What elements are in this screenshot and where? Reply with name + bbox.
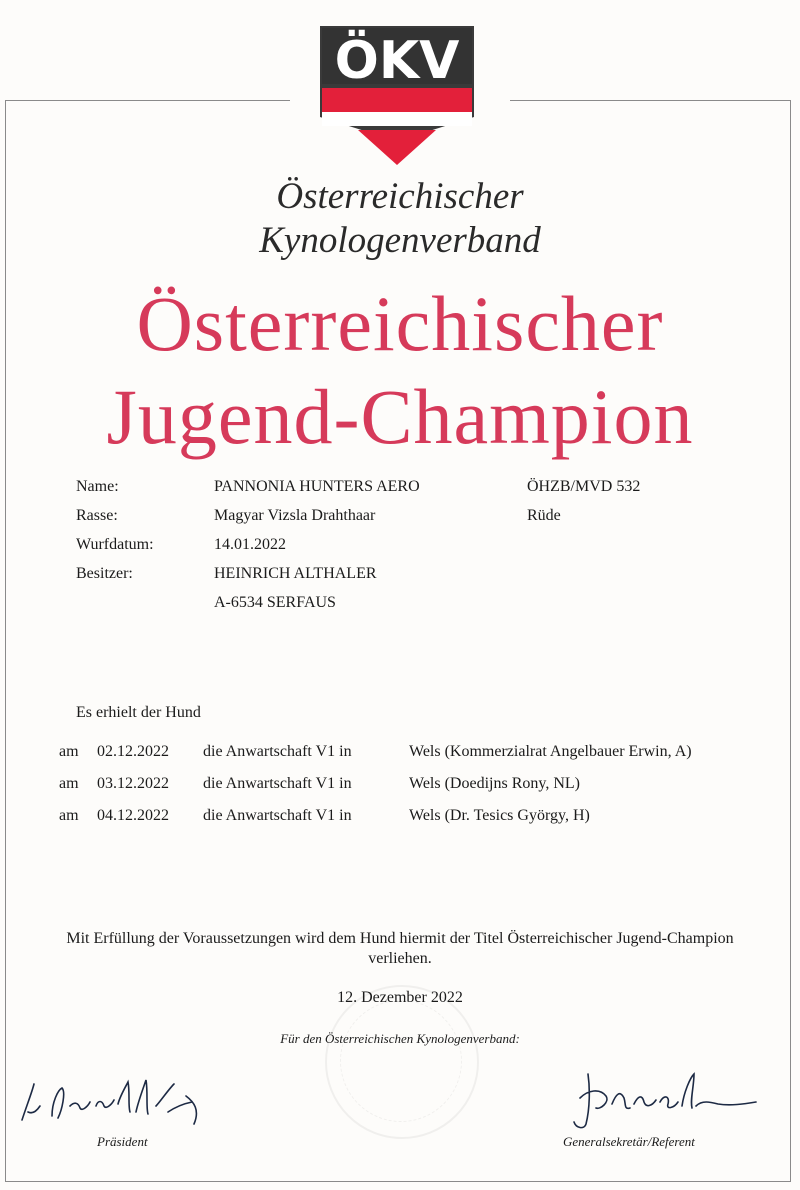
award-row-1-prefix: am (59, 743, 79, 760)
okv-logo (316, 22, 478, 167)
award-row-1-award: die Anwartschaft V1 in (203, 743, 352, 760)
owner-label: Besitzer: (76, 565, 133, 582)
award-row-3-award: die Anwartschaft V1 in (203, 807, 352, 824)
award-row-2-award: die Anwartschaft V1 in (203, 775, 352, 792)
conclusion-line2: verliehen. (368, 950, 432, 967)
owner-address: A-6534 SERFAUS (214, 594, 336, 611)
dog-birth-date: 14.01.2022 (214, 536, 286, 553)
award-row-2-date: 03.12.2022 (97, 775, 169, 792)
secretary-signature (560, 1068, 760, 1132)
frame-top-right-line (510, 100, 791, 101)
owner-name: HEINRICH ALTHALER (214, 565, 377, 582)
logo-text: ÖKV (334, 31, 460, 91)
organization-line2: Kynologenverband (259, 220, 541, 261)
award-row-3-date: 04.12.2022 (97, 807, 169, 824)
title-line1: Österreichischer (136, 280, 664, 367)
award-row-1-date: 02.12.2022 (97, 743, 169, 760)
issue-date: 12. Dezember 2022 (337, 989, 463, 1006)
birth-label: Wurfdatum: (76, 536, 154, 553)
award-row-3-place: Wels (Dr. Tesics György, H) (409, 807, 590, 824)
frame-top-left-line (5, 100, 290, 101)
title-line2: Jugend-Champion (106, 373, 694, 460)
president-signature (18, 1072, 208, 1132)
award-row-2-prefix: am (59, 775, 79, 792)
award-row-3-prefix: am (59, 807, 79, 824)
faint-seal-inner (340, 1000, 462, 1122)
dog-breed: Magyar Vizsla Drahthaar (214, 507, 376, 524)
president-caption: Präsident (97, 1134, 148, 1149)
secretary-caption: Generalsekretär/Referent (563, 1134, 695, 1149)
organization-line1: Österreichischer (276, 176, 524, 217)
dog-name: PANNONIA HUNTERS AERO (214, 478, 420, 495)
awards-intro: Es erhielt der Hund (76, 704, 201, 721)
on-behalf-text: Für den Österreichischen Kynologenverband: (280, 1031, 520, 1046)
award-row-2-place: Wels (Doedijns Rony, NL) (409, 775, 580, 792)
breed-label: Rasse: (76, 507, 118, 524)
award-row-1-place: Wels (Kommerzialrat Angelbauer Erwin, A) (409, 743, 692, 760)
name-label: Name: (76, 478, 119, 495)
conclusion-line1: Mit Erfüllung der Voraussetzungen wird dem Hund hiermit der Titel Österreichischer Jugend-Champion (66, 930, 734, 947)
dog-sex: Rüde (527, 507, 561, 524)
dog-registration: ÖHZB/MVD 532 (527, 478, 641, 495)
